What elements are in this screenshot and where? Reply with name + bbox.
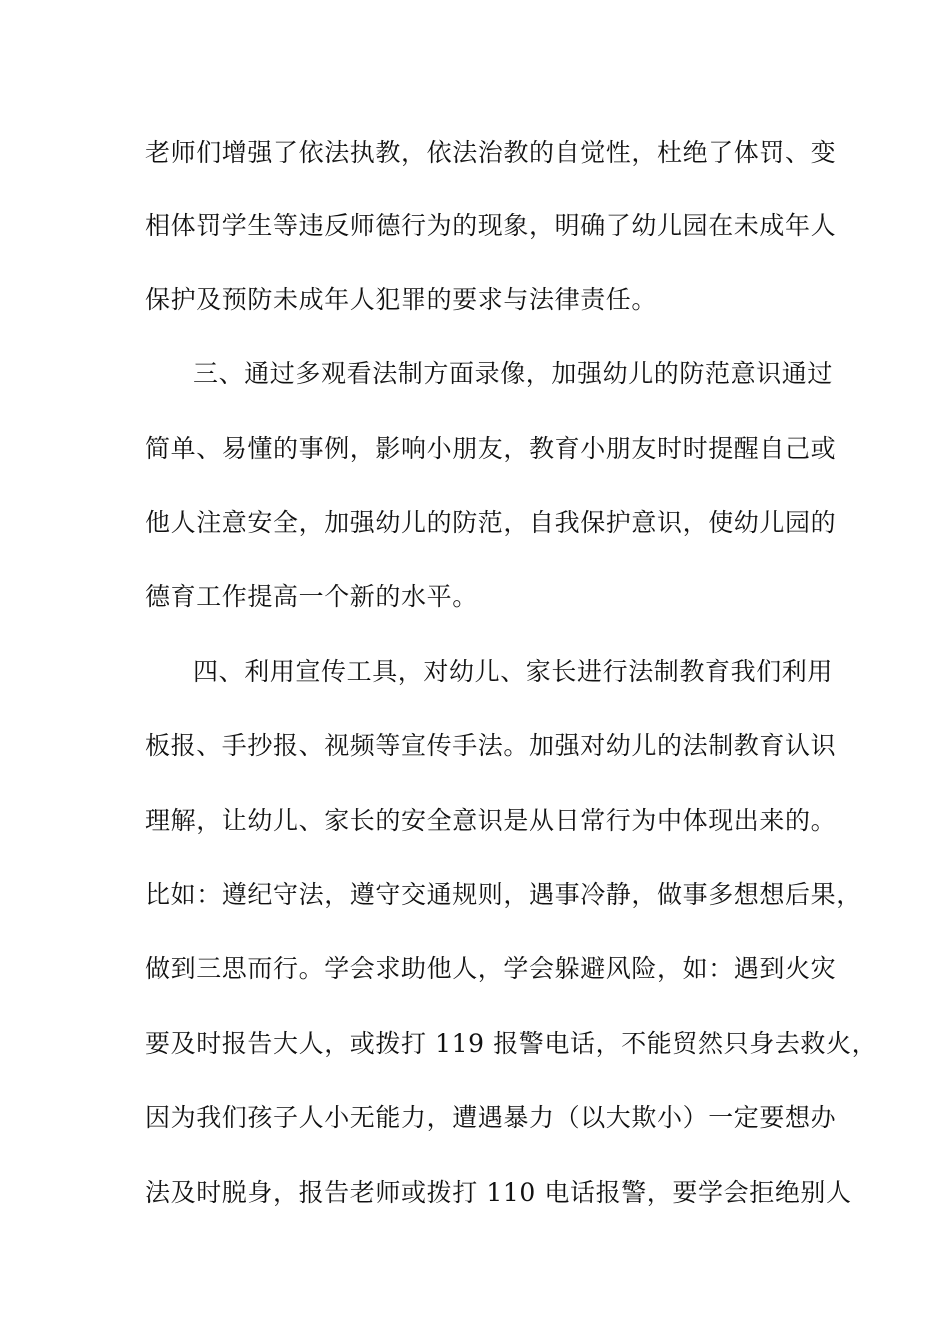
paragraph-four-heading-line: 四、利用宣传工具，对幼儿、家长进行法制教育我们利用 <box>193 657 834 686</box>
text-line: 做到三思而行。学会求助他人，学会躲避风险，如：遇到火灾 <box>145 954 837 983</box>
paragraph-three-heading-line: 三、通过多观看法制方面录像，加强幼儿的防范意识通过 <box>193 359 834 388</box>
text-line: 德育工作提高一个新的水平。 <box>145 582 478 611</box>
text-line: 简单、易懂的事例，影响小朋友，教育小朋友时时提醒自己或 <box>145 434 837 463</box>
text-line: 相体罚学生等违反师德行为的现象，明确了幼儿园在未成年人 <box>145 211 837 240</box>
text-line: 保护及预防未成年人犯罪的要求与法律责任。 <box>145 285 658 314</box>
text-line: 因为我们孩子人小无能力，遭遇暴力（以大欺小）一定要想办 <box>145 1103 837 1132</box>
text-line: 老师们增强了依法执教，依法治教的自觉性，杜绝了体罚、变 <box>145 138 837 167</box>
text-line: 他人注意安全，加强幼儿的防范，自我保护意识，使幼儿园的 <box>145 508 837 537</box>
text-line: 法及时脱身，报告老师或拨打 110 电话报警，要学会拒绝别人 <box>145 1178 852 1207</box>
text-line: 理解，让幼儿、家长的安全意识是从日常行为中体现出来的。 <box>145 806 837 835</box>
text-line: 比如：遵纪守法，遵守交通规则，遇事冷静，做事多想想后果， <box>145 880 862 909</box>
text-line: 板报、手抄报、视频等宣传手法。加强对幼儿的法制教育认识 <box>145 731 837 760</box>
text-line: 要及时报告大人，或拨打 119 报警电话，不能贸然只身去救火， <box>145 1029 878 1058</box>
